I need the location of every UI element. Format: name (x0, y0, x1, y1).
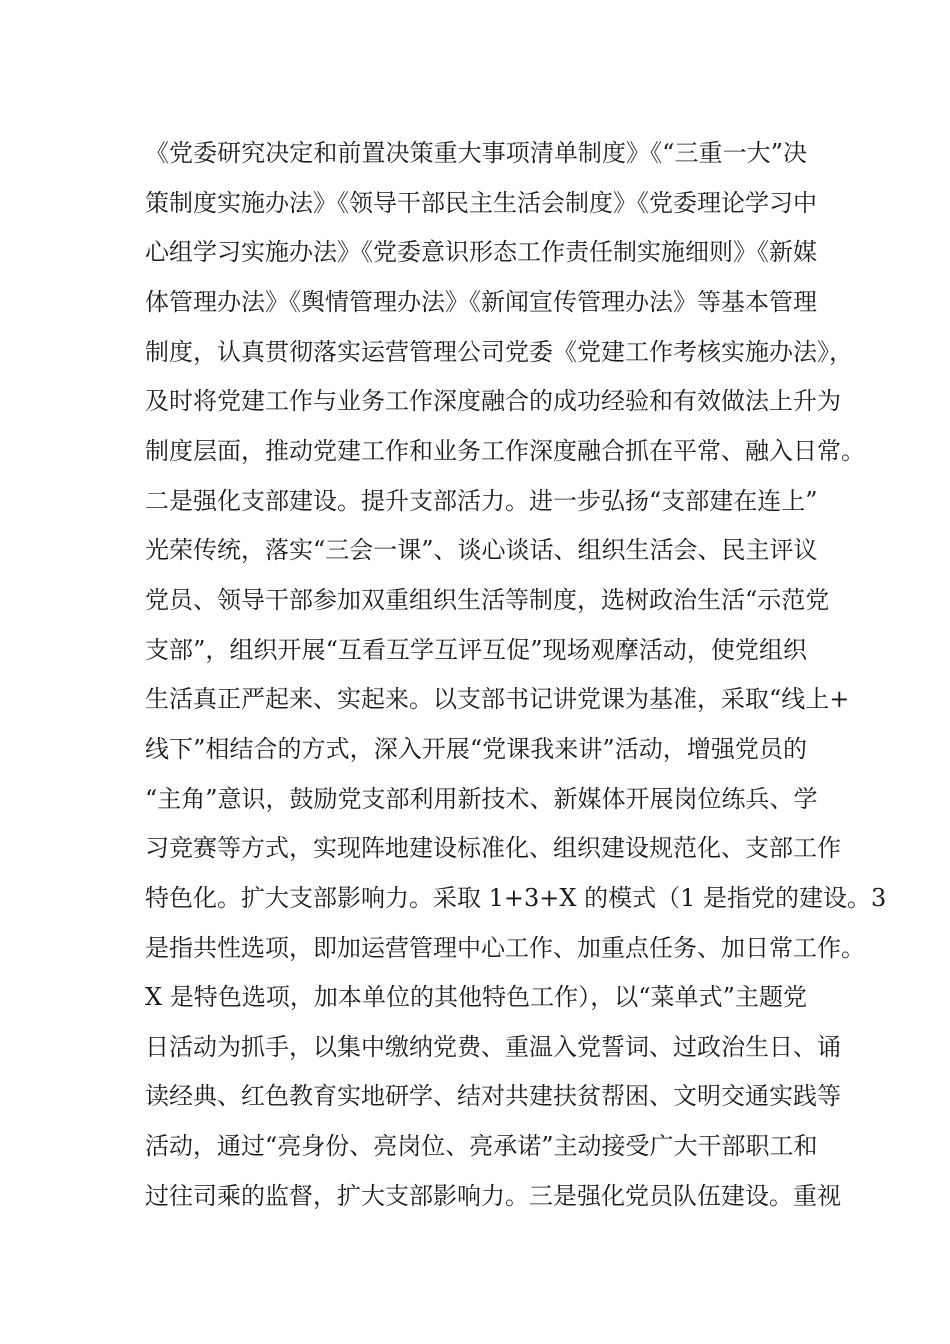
text-line: 支部”，组织开展“互看互学互评互促”现场观摩活动，使党组织 (145, 635, 807, 664)
text-line: 制度层面，推动党建工作和业务工作深度融合抓在平常、融入日常。 (145, 436, 865, 465)
text-line: “主角”意识，鼓励党支部利用新技术、新媒体开展岗位练兵、学 (145, 784, 818, 813)
text-line: 《党委研究决定和前置决策重大事项清单制度》《“三重一大”决 (145, 139, 807, 167)
text-line: 特色化。扩大支部影响力。采取 1+3+X 的模式（1 是指党的建设。3 (145, 883, 887, 912)
text-line: 策制度实施办法》《领导干部民主生活会制度》《党委理论学习中 (145, 188, 817, 217)
text-line: 光荣传统，落实“三会一课”、谈心谈话、组织生活会、民主评议 (145, 536, 818, 565)
text-line: 心组学习实施办法》《党委意识形态工作责任制实施细则》《新媒 (145, 238, 817, 267)
text-line: X 是特色选项，加本单位的其他特色工作），以“菜单式”主题党 (145, 983, 807, 1012)
text-line: 读经典、红色教育实地研学、结对共建扶贫帮困、文明交通实践等 (145, 1082, 841, 1111)
text-line: 党员、领导干部参加双重组织生活等制度，选树政治生活“示范党 (145, 585, 830, 614)
text-line: 制度，认真贯彻落实运营管理公司党委《党建工作考核实施办法》， (145, 337, 853, 366)
text-line: 及时将党建工作与业务工作深度融合的成功经验和有效做法上升为 (145, 387, 841, 416)
text-line: 生活真正严起来、实起来。以支部书记讲党课为基准，采取“线上+ (145, 685, 850, 714)
text-line: 日活动为抓手，以集中缴纳党费、重温入党誓词、过政治生日、诵 (145, 1032, 841, 1061)
text-line: 是指共性选项，即加运营管理中心工作、加重点任务、加日常工作。 (145, 933, 865, 962)
text-line: 线下”相结合的方式，深入开展“党课我来讲”活动，增强党员的 (145, 734, 807, 763)
body-text (145, 136, 887, 1228)
text-line: 二是强化支部建设。提升支部活力。进一步弘扬“支部建在连上” (145, 486, 818, 515)
text-line: 活动，通过“亮身份、亮岗位、亮承诺”主动接受广大干部职工和 (145, 1132, 818, 1161)
text-line: 体管理办法》《舆情管理办法》《新闻宣传管理办法》等基本管理 (145, 287, 817, 316)
text-line: 过往司乘的监督，扩大支部影响力。三是强化党员队伍建设。重视 (145, 1181, 841, 1210)
text-line: 习竞赛等方式，实现阵地建设标准化、组织建设规范化、支部工作 (145, 834, 841, 863)
